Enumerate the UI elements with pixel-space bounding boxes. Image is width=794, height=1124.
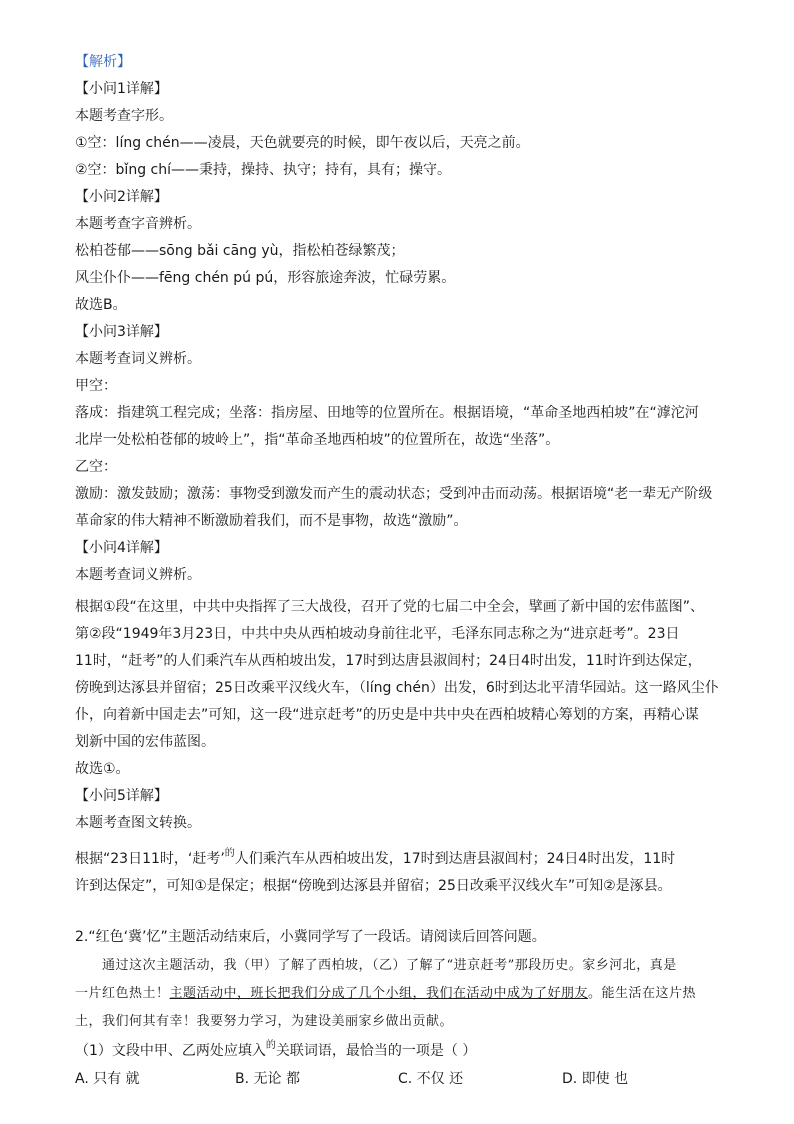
q3-yi-label: 乙空：: [75, 459, 117, 475]
q5-heading: 【小问5详解】: [75, 788, 168, 804]
q2-heading: 【小问2详解】: [75, 189, 168, 205]
passage-line-2b: 。能生活在这片热: [588, 986, 697, 1001]
sub-question-1a: （1）文段中甲、乙两处应填入: [75, 1043, 266, 1059]
q4-intro: 本题考查词义辨析。: [75, 567, 201, 583]
q5-text-2: 许到达保定”，可知①是保定；根据“傍晚到达涿县并留宿；25日改乘平汉线火车”可知②是涿县。: [75, 878, 672, 894]
q3-heading: 【小问3详解】: [75, 324, 168, 340]
q1-answer-b: ②空：bǐng chí——秉持，操持、执守；持有，具有；操守。: [75, 162, 451, 178]
passage-line-3: 土，我们何其有幸！我要努力学习，为建设美丽家乡做出贡献。: [75, 1014, 454, 1029]
q4-text-1: 根据①段“在这里，中共中央指挥了三大战役，召开了党的七届二中全会，擘画了新中国的宏伟蓝图”、: [75, 599, 705, 615]
q1-intro: 本题考查字形。: [75, 108, 173, 124]
option-c[interactable]: C. 不仅 还: [398, 1071, 464, 1087]
q1-heading: 【小问1详解】: [75, 81, 168, 97]
sub-question-superscript: 的: [265, 1040, 276, 1051]
q1-answer-a: ①空：líng chén——凌晨，天色就要亮的时候，即午夜以后，天亮之前。: [75, 135, 530, 151]
option-a[interactable]: A. 只有 就: [75, 1071, 140, 1087]
passage-line-2: [75, 984, 696, 1004]
q5-text-1b: 人们乘汽车从西柏坡出发，17时到达唐县淑闾村；24日4时出发，11时: [234, 851, 676, 867]
q4-text-4: 傍晚到达涿县并留宿；25日改乘平汉线火车，（líng chén）出发，6时到达北平清华园站。这一路风尘仆: [75, 680, 719, 696]
sub-question-1b: 关联词语，最恰当的一项是（ ）: [275, 1043, 477, 1059]
q4-text-6: 划新中国的宏伟蓝图。: [75, 734, 215, 750]
q5-text-1a: 根据“23日11时，‘赶考’: [75, 851, 225, 867]
analysis-title: 【解析】: [75, 54, 131, 70]
passage-line-2a: 一片红色热土！: [75, 986, 170, 1001]
q4-text-5: 仆，向着新中国走去”可知，这一段“进京赶考”的历史是中共中央在西柏坡精心筹划的方案，再精心谋: [75, 707, 699, 723]
option-b[interactable]: B. 无论 都: [235, 1071, 300, 1087]
q2-item-a: 松柏苍郁——sōng bǎi cāng yù，指松柏苍绿繁茂；: [75, 243, 405, 259]
q4-text-2: 第②段“1949年3月23日，中共中央从西柏坡动身前往北平，毛泽东同志称之为“进京赶考”。23日: [75, 626, 680, 642]
q3-yi-text-1: 激励：激发鼓励；激荡：事物受到激发而产生的震动状态；受到冲击而动荡。根据语境“老一辈无产阶级: [75, 486, 713, 502]
q2-answer: 故选B。: [75, 297, 127, 313]
q5-text-1: [75, 849, 675, 871]
q3-jia-text-1: 落成：指建筑工程完成；坐落：指房屋、田地等的位置所在。根据语境，“革命圣地西柏坡”在“滹沱河: [75, 405, 699, 421]
q3-jia-text-2: 北岸一处松柏苍郁的坡岭上”，指“革命圣地西柏坡”的位置所在，故选“坐落”。: [75, 432, 560, 448]
q5-superscript: 的: [224, 848, 235, 859]
passage-line-1: 通过这次主题活动，我（甲）了解了西柏坡，（乙）了解了“进京赶考”那段历史。家乡河北，真是: [102, 958, 677, 973]
q2-intro: 本题考查字音辨析。: [75, 216, 201, 232]
q4-text-3: 11时，“赶考”的人们乘汽车从西柏坡出发，17时到达唐县淑闾村；24日4时出发，11时许到达保定，: [75, 653, 702, 669]
option-d[interactable]: D. 即使 也: [562, 1071, 629, 1087]
q4-heading: 【小问4详解】: [75, 540, 168, 556]
q3-jia-label: 甲空：: [75, 378, 117, 394]
q5-intro: 本题考查图文转换。: [75, 815, 201, 831]
q3-yi-text-2: 革命家的伟大精神不断激励着我们，而不是事物，故选“激励”。: [75, 513, 468, 529]
q3-intro: 本题考查词义辨析。: [75, 351, 201, 367]
sub-question-1: [75, 1041, 476, 1063]
passage-underlined-sentence: 主题活动中，班长把我们分成了几个小组，我们在活动中成为了好朋友: [169, 986, 589, 1001]
q4-answer: 故选①。: [75, 761, 130, 777]
q2-item-b: 风尘仆仆——fēng chén pú pú，形容旅途奔波，忙碌劳累。: [75, 270, 456, 286]
question-2-stem: 2.“红色‘冀’忆”主题活动结束后，小冀同学写了一段话。请阅读后回答问题。: [75, 929, 546, 945]
